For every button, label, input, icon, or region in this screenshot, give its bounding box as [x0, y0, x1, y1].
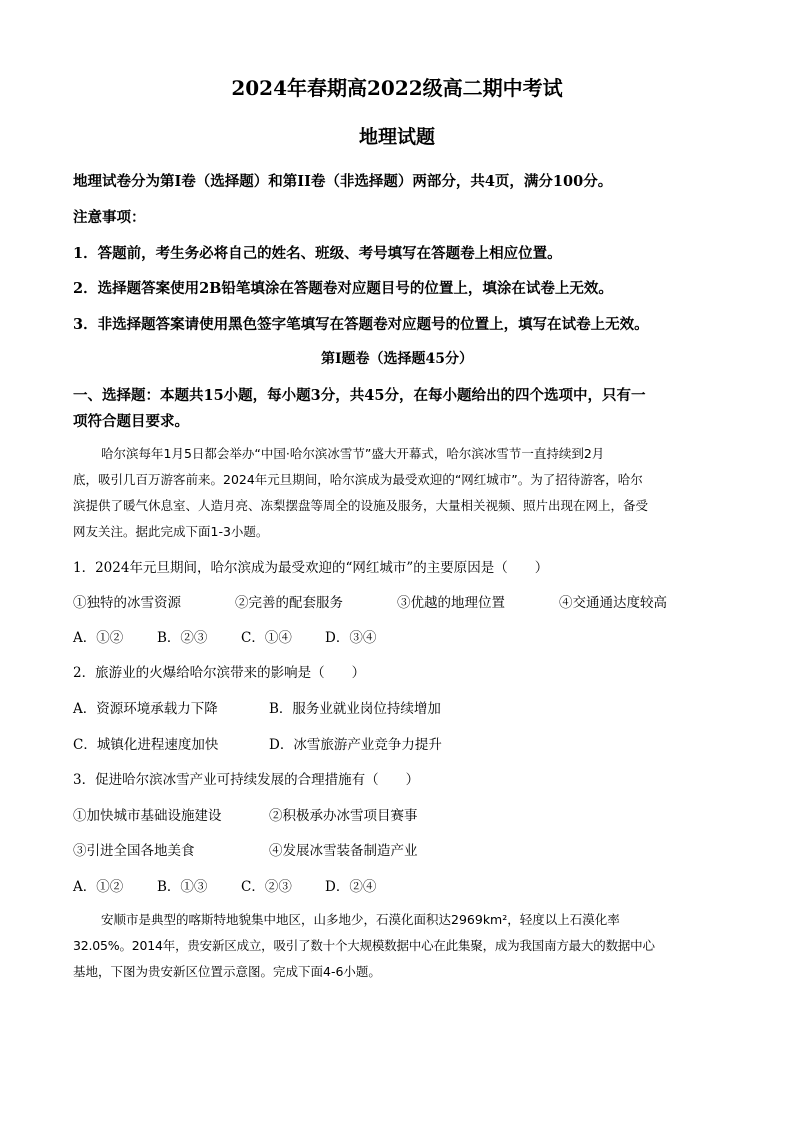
q3-stem: 3．促进哈尔滨冰雪产业可持续发展的合理措施有（ ）	[73, 772, 420, 788]
section-instruction-2: 项符合题目要求。	[73, 413, 189, 430]
q2-choice-c: C．城镇化进程速度加快	[73, 737, 219, 753]
note-item-3: 3．非选择题答案请使用黑色签字笔填写在答题卷对应题号的位置上，填写在试卷上无效。	[73, 316, 649, 333]
q2-choice-a: A．资源环境承载力下降	[73, 701, 218, 717]
q1-choices	[73, 626, 721, 646]
notes-heading: 注意事项：	[73, 209, 146, 226]
q2-choice-d: D．冰雪旅游产业竞争力提升	[269, 737, 442, 753]
passage1-line-2: 底，吸引几百万游客前来。2024年元旦期间，哈尔滨成为最受欢迎的“网红城市”。为了招待游客，哈尔	[73, 472, 643, 487]
q2-choices-row1	[73, 697, 721, 717]
passage2-line-3: 基地，下图为贵安新区位置示意图。完成下面4-6小题。	[73, 964, 381, 979]
q1-item-2: ②完善的配套服务	[235, 595, 343, 611]
exam-title: 2024年春期高2022级高二期中考试	[231, 76, 563, 100]
q1-choice-b: B．②③	[157, 630, 208, 646]
note-item-1: 1．答题前，考生务必将自己的姓名、班级、考号填写在答题卷上相应位置。	[73, 245, 562, 262]
passage1-line-3: 滨提供了暖气休息室、人造月亮、冻梨摆盘等周全的设施及服务，大量相关视频、照片出现在网上，备受	[73, 498, 649, 513]
q3-choices	[73, 875, 721, 895]
q3-choice-a: A．①②	[73, 879, 124, 895]
q2-choices-row2	[73, 733, 721, 753]
q3-item-1: ①加快城市基础设施建设	[73, 808, 222, 824]
q2-stem: 2．旅游业的火爆给哈尔滨带来的影响是（ ）	[73, 665, 366, 681]
q3-item-2: ②积极承办冰雪项目赛事	[269, 808, 418, 824]
q3-items-row1	[73, 804, 721, 824]
section-heading: 第Ⅰ题卷（选择题45分）	[320, 351, 474, 367]
q1-item-1: ①独特的冰雪资源	[73, 595, 181, 611]
q1-stem: 1．2024年元旦期间，哈尔滨成为最受欢迎的“网红城市”的主要原因是（ ）	[73, 560, 549, 576]
passage1-line-4: 网友关注。据此完成下面1-3小题。	[73, 524, 269, 539]
q1-choice-d: D．③④	[325, 630, 377, 646]
section-instruction-1: 一、选择题：本题共15小题，每小题3分，共45分，在每小题给出的四个选项中，只有一	[73, 387, 646, 404]
note-item-2: 2．选择题答案使用2B铅笔填涂在答题卷对应题目号的位置上，填涂在试卷上无效。	[73, 280, 613, 297]
q3-item-4: ④发展冰雪装备制造产业	[269, 843, 418, 859]
q3-choice-d: D．②④	[325, 879, 377, 895]
q3-choice-b: B．①③	[157, 879, 208, 895]
q3-items-row2	[73, 839, 721, 859]
intro-text: 地理试卷分为第Ⅰ卷（选择题）和第II卷（非选择题）两部分，共4页，满分100分。	[73, 173, 613, 190]
q3-choice-c: C．②③	[241, 879, 292, 895]
q1-choice-c: C．①④	[241, 630, 292, 646]
q2-choice-b: B．服务业就业岗位持续增加	[269, 701, 441, 717]
passage2-line-2: 32.05%。2014年，贵安新区成立，吸引了数十个大规模数据中心在此集聚，成为我国南方最大的数据中心	[73, 938, 655, 953]
q1-item-4: ④交通通达度较高	[559, 595, 667, 611]
subject-title: 地理试题	[358, 126, 435, 148]
q3-item-3: ③引进全国各地美食	[73, 843, 195, 859]
q1-item-3: ③优越的地理位置	[397, 595, 505, 611]
q1-choice-a: A．①②	[73, 630, 124, 646]
q1-items	[73, 591, 721, 611]
passage1-line-1: 哈尔滨每年1月5日都会举办“中国·哈尔滨冰雪节”盛大开幕式，哈尔滨冰雪节一直持续到2月	[101, 446, 605, 461]
passage2-line-1: 安顺市是典型的喀斯特地貌集中地区，山多地少，石漠化面积达2969km²，轻度以上石漠化率	[101, 912, 620, 927]
